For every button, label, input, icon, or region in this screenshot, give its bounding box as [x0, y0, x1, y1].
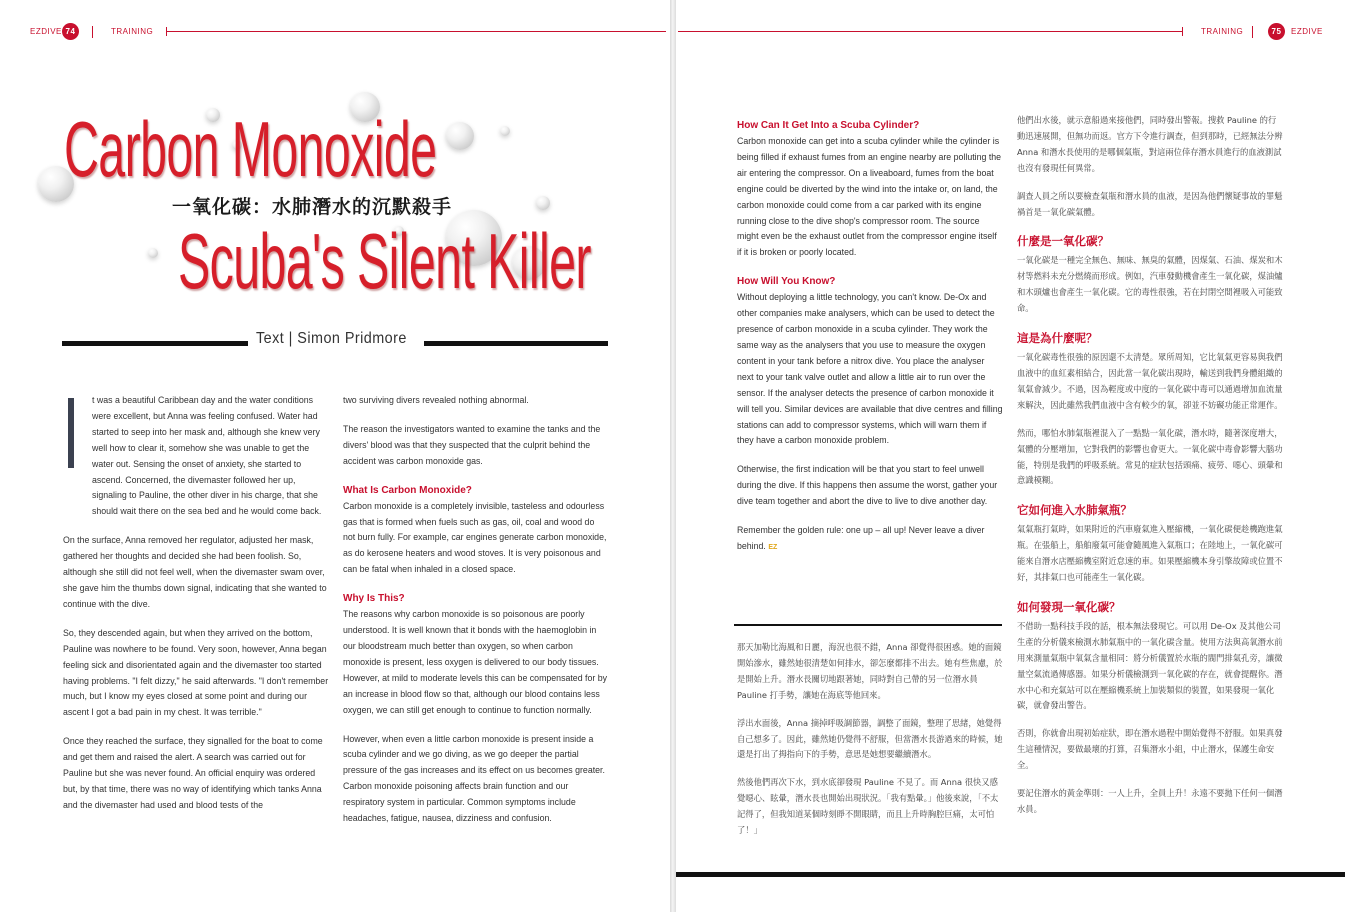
- english-column-1: [63, 393, 329, 827]
- subheading: Why Is This?: [343, 593, 405, 605]
- paragraph: 浮出水面後，Anna 摘掉呼吸調節器，調整了面鏡，整理了思緒，她覺得自己想多了。因此，雖然她仍覺得不舒服，但當潛水長游過來的時候，她還是打出了拇指向下的手勢，意思是她想要繼續潛水。: [737, 717, 1003, 760]
- subheading: 這是為什麼呢？: [1017, 331, 1098, 346]
- bubble-decoration: [536, 196, 550, 210]
- header-separator: [92, 26, 93, 38]
- page-bottom-bar: [676, 872, 1345, 877]
- subheading: 如何發現一氧化碳？: [1017, 599, 1121, 614]
- paragraph: Remember the golden rule: one up – all up! Never leave a diver behind. EZ: [737, 525, 985, 551]
- paragraph: Without deploying a little technology, you can't know. De-Ox and other companies make analysers, which can be used to detect the presence of carbon monoxide in a scuba cylinder. They work the same way as the analysers that you use to measure the oxygen content in your tank before a nitrox dive. You place the analyser next to your tank valve outlet and allow a little air to run over the sensor. If the analyser detects the presence of carbon monoxide it will tell you. Similar devices are available that dive centres and filling stations can add to compressor systems, which will warn them if they have a carbon monoxide problem.: [737, 292, 1003, 446]
- english-column-2: [343, 393, 609, 840]
- subheading: How Will You Know?: [737, 276, 836, 288]
- paragraph: two surviving divers revealed nothing abnormal.: [343, 395, 529, 405]
- subheading: What Is Carbon Monoxide?: [343, 484, 472, 496]
- subheading: How Can It Get Into a Scuba Cylinder?: [737, 120, 920, 131]
- byline: Text | Simon Pridmore: [256, 330, 407, 347]
- title-line-1: Carbon Monoxide: [64, 105, 437, 193]
- paragraph: 否則，你就會出現初始症狀，即在潛水過程中開始覺得不舒服。如果真發生這種情況，要做最壞的打算，召集潛水小組，中止潛水，保護生命安全。: [1017, 728, 1283, 771]
- right-page-header: [678, 22, 1323, 42]
- page-number-left: 74: [62, 23, 79, 40]
- chinese-column-4: [1017, 113, 1284, 830]
- english-column-3: [737, 118, 1003, 569]
- subheading: 什麼是一氧化碳？: [1017, 234, 1109, 249]
- subheading: 它如何進入水肺氣瓶？: [1017, 503, 1132, 518]
- paragraph: So, they descended again, but when they arrived on the bottom, Pauline was nowhere to be found. Very soon, however, Anna began feeling sick and disorientated again and the divemaster too started having problems. "I felt dizzy," he said afterwards. "I don't remember much, but I know my eyes closed at some point and during our ascent I got a bad pain in my chest. It was terrible.": [63, 627, 329, 718]
- paragraph: Carbon monoxide can get into a scuba cylinder while the cylinder is being filled if exhaust fumes from an engine nearby are polluting the air entering the compressor. On a liveaboard, fumes from the boat engine could be diverted by the wind into the intake or, on land, the carbon monoxide could come from a car parked with its engine running close to the dive shop's compressor room. The source might even be the exhaust outlet from the compressor engine itself if it is broken or poorly located.: [737, 136, 1002, 258]
- paragraph: 氣氣瓶打氣時，如果附近的汽車廢氣進入壓縮機，一氧化碳便趁機跑進氣瓶。在張船上，船舶廢氣可能會隨風進入氣瓶口；在陸地上，一氧化碳可能來自潛水店壓縮機室附近怠速的車。如果壓縮機本身引擎故障或位置不好，其排氣口也可能產生一氧化碳。: [1017, 524, 1283, 583]
- header-rule: [166, 31, 666, 32]
- header-tick: [1182, 27, 1183, 36]
- end-mark: EZ: [768, 543, 778, 551]
- column-divider: [734, 624, 1002, 626]
- paragraph: Carbon monoxide is a completely invisible, tasteless and odourless gas that is formed when fuels such as gas, oil, coal and wood do not burn fully. For example, car engines generate carbon monoxide, as do kerosene heaters and wood stoves. It is very poisonous and can be fatal when inhaled in a closed space.: [343, 500, 607, 575]
- title-line-2: Scuba's Silent Killer: [178, 217, 591, 305]
- header-rule: [678, 31, 1182, 32]
- paragraph: 不借助一點科技手段的話，根本無法發現它。可以用 De-Ox 及其他公司生產的分析儀來檢測水肺氣瓶中的一氧化碳含量。使用方法與高氧潛水前用來測量氣瓶中氧氣含量相同：將分析儀置於水瓶的閥門排氣孔旁，讓微量空氣流過傳感器。如果分析儀檢測到一氧化碳的存在，就會提醒你。潛水中心和充氣站可以在壓縮機系統上加裝類似的裝置，如果發現一氧化碳，就會發出警告。: [1017, 620, 1283, 711]
- byline-rule-right: [424, 341, 608, 346]
- paragraph: t was a beautiful Caribbean day and the water conditions were excellent, but Anna was feeling confused. Water had started to seep into her mask and, although she knew very well how to clear it, somehow she was unable to get the water out. Sensing the onset of anxiety, she started to ascend. Concerned, the divemaster followed her up, signaling to Pauline, the other diver in his charge, that she should wait there on the sea bed and he would come back.: [92, 395, 322, 517]
- paragraph: On the surface, Anna removed her regulator, adjusted her mask, gathered her thoughts and decided she had been foolish. So, although she still did not feel well, when the divemaster swam over, she gave him the thumbs down signal, indicating that she wanted to continue with the dive.: [63, 535, 327, 609]
- paragraph: However, when even a little carbon monoxide is present inside a scuba cylinder and we go diving, as we go deeper the partial pressure of the gas increases and its effect on us becomes greater. Carbon monoxide poisoning affects brain function and our respiratory system in particular. Common symptoms include headaches, fatigue, nausea, dizziness and confusion.: [343, 733, 605, 824]
- bubble-decoration: [148, 248, 158, 258]
- chinese-column-3: [737, 640, 1003, 851]
- bubble-decoration: [500, 126, 510, 136]
- page-gutter: [670, 0, 676, 912]
- paragraph: 調查人員之所以要檢查氣瓶和潛水員的血液，是因為他們懷疑事故的罪魁禍首是一氧化碳氣體。: [1017, 190, 1283, 217]
- paragraph: 要記住潛水的黃金準則：一人上升，全員上升！永遠不要拋下任何一個潛水員。: [1017, 788, 1283, 814]
- section-label: TRAINING: [111, 27, 154, 36]
- paragraph: The reasons why carbon monoxide is so poisonous are poorly understood. It is well known that it bonds with the haemoglobin in our bloodstream much better than oxygen, so when carbon monoxide is present, less oxygen is delivered to our body tissues. However, at mild to moderate levels this can be compensated for by an increase in blood flow so that, although our blood contains less oxygen, we can still get enough to continue to function normally.: [343, 609, 608, 715]
- byline-rule-left: [62, 341, 248, 346]
- section-label: TRAINING: [1201, 27, 1244, 36]
- paragraph: The reason the investigators wanted to examine the tanks and the divers' blood was that they suspected that the culprit behind the accident was carbon monoxide gas.: [343, 423, 601, 466]
- paragraph: 然而，哪怕水肺氣瓶裡混入了一點點一氧化碳，潛水時，隨著深度增大，氣體的分壓增加，它對我們的影響也會更大。一氧化碳中毒會影響大腦功能，特別是我們的呼吸系統。常見的症狀包括頭痛、疲勞、噁心、頭暈和意識模糊。: [1017, 427, 1283, 486]
- paragraph: 然後他們再次下水，到水底卻發現 Pauline 不見了。而 Anna 很快又感覺噁心、眩暈，潛水長也開始出現狀況。「我有點暈。」他後來說，「不太記得了，但我知道某個時刻睜不開眼睛，而且上升時胸腔巨痛，太可怕了！」: [737, 777, 999, 836]
- brand-logo: EZDIVE: [30, 27, 62, 36]
- paragraph: Otherwise, the first indication will be that you start to feel unwell during the dive. If this happens then assume the worst, gather your dive team together and abort the dive to live to dive another day.: [737, 464, 998, 507]
- page-number-right: 75: [1268, 23, 1285, 40]
- brand-logo: EZDIVE: [1291, 27, 1323, 36]
- left-page-header: [30, 22, 666, 42]
- paragraph: 那天加勒比海風和日麗，海況也很不錯，Anna 卻覺得很困惑。她的面鏡開始滲水，雖然她很清楚如何排水，卻怎麼都排不出去。她有些焦慮，於是開始上升。潛水長關切地跟著她，同時對自己帶的另一位潛水員 Pauline 打手勢，讓她在海底等他回來。: [737, 642, 1003, 700]
- bubble-decoration: [446, 122, 474, 150]
- header-separator: [1252, 26, 1253, 38]
- paragraph: Once they reached the surface, they signalled for the boat to come and get them and raised the alert. A search was carried out for Pauline but she was never found. An official enquiry was ordered but, by that time, there was no way of identifying which tanks Anna and the divemaster had used and blood tests of the: [63, 736, 323, 810]
- paragraph: 他們出水後，就示意船過來接他們，同時發出警報。搜救 Pauline 的行動迅速展開，但無功而返。官方下令進行調查，但到那時，已經無法分辨 Anna 和潛水長使用的是哪個氣瓶，對這兩位倖存潛水員進行的血液測試也沒有發現任何異常。: [1017, 115, 1283, 173]
- paragraph: 一氧化碳毒性很強的原因還不太清楚。眾所周知，它比氧氣更容易與我們血液中的血紅素相結合，因此當一氧化碳出現時，輸送到我們身體組織的氧氣會減少。不過，因為輕度或中度的一氧化碳中毒可以通過增加血流量來解決，因此雖然我們血液中含有較少的氧，卻並不妨礙功能正常運作。: [1017, 352, 1283, 410]
- paragraph: 一氧化碳是一種完全無色、無味、無臭的氣體，因煤氣、石油、煤炭和木材等燃料未充分燃燒而形成。例如，汽車發動機會產生一氧化碳，煤油爐和木頭爐也會產生一氧化碳。它的毒性很強，若在封閉空間裡吸入可能致命。: [1017, 255, 1283, 314]
- chinese-title: 一氧化碳：水肺潛水的沉默殺手: [172, 196, 453, 218]
